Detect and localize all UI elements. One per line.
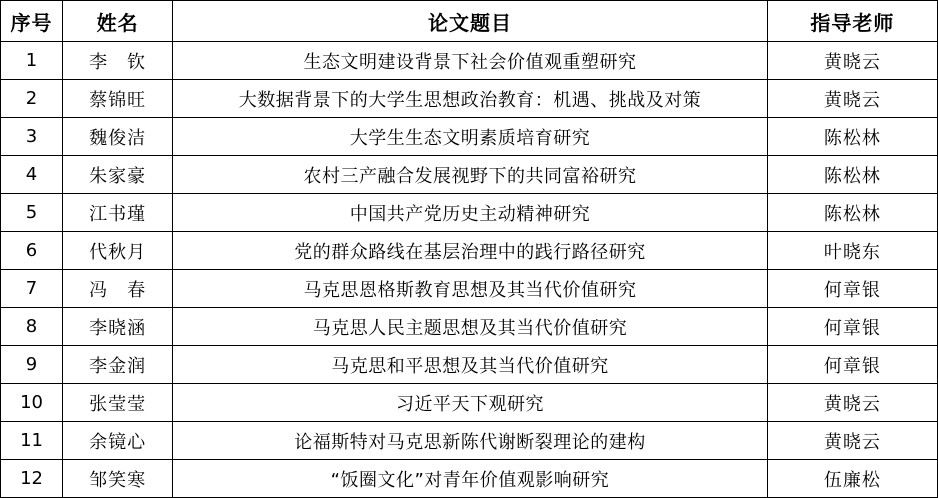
table-row <box>1 346 938 384</box>
cell-tutor: 何章银 <box>767 346 937 384</box>
cell-tutor: 黄晓云 <box>767 384 937 422</box>
cell-name: 魏俊洁 <box>63 118 173 156</box>
cell-no: 6 <box>1 232 63 270</box>
cell-name: 蔡锦旺 <box>63 80 173 118</box>
cell-tutor: 叶晓东 <box>767 232 937 270</box>
cell-title: 大数据背景下的大学生思想政治教育：机遇、挑战及对策 <box>173 80 768 118</box>
cell-name: 邹笑寒 <box>63 460 173 498</box>
cell-title: 大学生生态文明素质培育研究 <box>173 118 768 156</box>
table-header <box>1 1 938 42</box>
cell-title: 马克思和平思想及其当代价值研究 <box>173 346 768 384</box>
cell-no: 4 <box>1 156 63 194</box>
table-row <box>1 42 938 80</box>
cell-title: 中国共产党历史主动精神研究 <box>173 194 768 232</box>
cell-no: 12 <box>1 460 63 498</box>
cell-title: 生态文明建设背景下社会价值观重塑研究 <box>173 42 768 80</box>
cell-no: 7 <box>1 270 63 308</box>
cell-no: 8 <box>1 308 63 346</box>
cell-tutor: 黄晓云 <box>767 422 937 460</box>
table-row <box>1 156 938 194</box>
cell-title: 马克思人民主题思想及其当代价值研究 <box>173 308 768 346</box>
cell-tutor: 陈松林 <box>767 194 937 232</box>
cell-tutor: 何章银 <box>767 308 937 346</box>
column-header-name: 姓名 <box>63 1 173 42</box>
column-header-no: 序号 <box>1 1 63 42</box>
cell-tutor: 陈松林 <box>767 118 937 156</box>
cell-no: 5 <box>1 194 63 232</box>
table-row <box>1 384 938 422</box>
cell-title: 论福斯特对马克思新陈代谢断裂理论的建构 <box>173 422 768 460</box>
cell-no: 10 <box>1 384 63 422</box>
cell-title: 马克思恩格斯教育思想及其当代价值研究 <box>173 270 768 308</box>
cell-tutor: 黄晓云 <box>767 42 937 80</box>
cell-tutor: 陈松林 <box>767 156 937 194</box>
cell-name: 张莹莹 <box>63 384 173 422</box>
cell-name: 李金润 <box>63 346 173 384</box>
cell-name: 代秋月 <box>63 232 173 270</box>
table-row <box>1 232 938 270</box>
table-body <box>1 42 938 498</box>
cell-tutor: 黄晓云 <box>767 80 937 118</box>
cell-title: “饭圈文化”对青年价值观影响研究 <box>173 460 768 498</box>
cell-title: 党的群众路线在基层治理中的践行路径研究 <box>173 232 768 270</box>
cell-name: 冯 春 <box>63 270 173 308</box>
table-row <box>1 422 938 460</box>
cell-no: 9 <box>1 346 63 384</box>
cell-name: 余镜心 <box>63 422 173 460</box>
cell-name: 李晓涵 <box>63 308 173 346</box>
column-header-title: 论文题目 <box>173 1 768 42</box>
cell-tutor: 何章银 <box>767 270 937 308</box>
table-row <box>1 308 938 346</box>
table-row <box>1 460 938 498</box>
cell-no: 2 <box>1 80 63 118</box>
table-row <box>1 270 938 308</box>
cell-title: 农村三产融合发展视野下的共同富裕研究 <box>173 156 768 194</box>
table-row <box>1 80 938 118</box>
cell-no: 1 <box>1 42 63 80</box>
table-row <box>1 118 938 156</box>
cell-name: 李 钦 <box>63 42 173 80</box>
table-row <box>1 194 938 232</box>
cell-no: 11 <box>1 422 63 460</box>
cell-name: 朱家豪 <box>63 156 173 194</box>
table-header-row <box>1 1 938 42</box>
cell-name: 江书瑾 <box>63 194 173 232</box>
cell-no: 3 <box>1 118 63 156</box>
column-header-tutor: 指导老师 <box>767 1 937 42</box>
cell-title: 习近平天下观研究 <box>173 384 768 422</box>
cell-tutor: 伍廉松 <box>767 460 937 498</box>
